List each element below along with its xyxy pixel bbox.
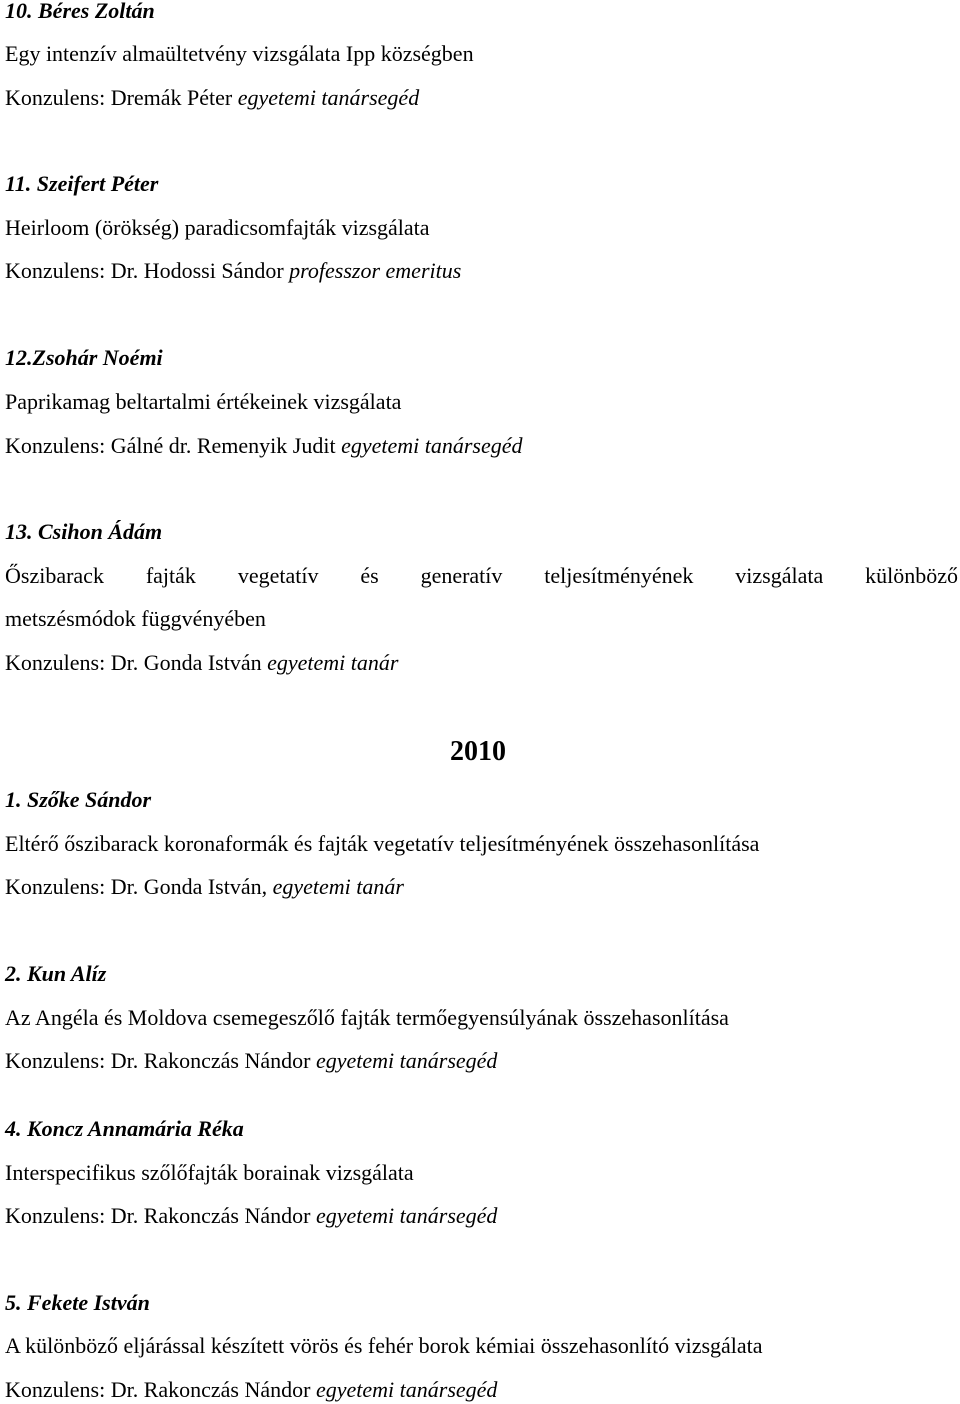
thesis-title: Egy intenzív almaültetvény vizsgálata Ipp községben — [5, 41, 474, 66]
advisor-name: Konzulens: Gálné dr. Remenyik Judit — [5, 433, 342, 458]
thesis-title: Interspecifikus szőlőfajták borainak vizsgálata — [5, 1160, 414, 1185]
advisor-line — [5, 258, 461, 284]
thesis-title: Heirloom (örökség) paradicsomfajták vizsgálata — [5, 215, 430, 240]
advisor-rank: egyetemi tanársegéd — [237, 85, 420, 110]
advisor-line — [5, 85, 419, 111]
student-name: 1. Szőke Sándor — [5, 787, 152, 812]
student-name: 2. Kun Alíz — [5, 961, 107, 986]
advisor-name: Konzulens: Dr. Hodossi Sándor — [5, 258, 290, 283]
student-name: 13. Csihon Ádám — [5, 519, 163, 544]
student-name: 4. Koncz Annamária Réka — [5, 1116, 244, 1141]
advisor-line — [5, 1203, 497, 1229]
advisor-line — [5, 1377, 497, 1403]
advisor-rank: egyetemi tanár — [272, 874, 404, 899]
student-name: 10. Béres Zoltán — [5, 0, 155, 23]
thesis-title: Az Angéla és Moldova csemegeszőlő fajták termőegyensúlyának összehasonlítása — [5, 1005, 729, 1030]
advisor-line — [5, 433, 523, 459]
advisor-line — [5, 650, 398, 676]
thesis-title-continued: metszésmódok függvényében — [5, 606, 266, 631]
advisor-rank: egyetemi tanár — [267, 650, 399, 675]
advisor-name: Konzulens: Dr. Rakonczás Nándor — [5, 1377, 316, 1402]
advisor-name: Konzulens: Dr. Gonda István, — [5, 874, 273, 899]
advisor-rank: egyetemi tanársegéd — [341, 433, 523, 458]
advisor-name: Konzulens: Dr. Gonda István — [5, 650, 268, 675]
advisor-name: Konzulens: Dr. Rakonczás Nándor — [5, 1203, 316, 1228]
student-name: 5. Fekete István — [5, 1290, 150, 1315]
advisor-name: Konzulens: Dremák Péter — [5, 85, 238, 110]
thesis-title: Eltérő őszibarack koronaformák és fajták vegetatív teljesítményének összehasonlítása — [5, 831, 760, 856]
advisor-rank: egyetemi tanársegéd — [315, 1377, 498, 1402]
advisor-line — [5, 1048, 497, 1074]
advisor-rank: egyetemi tanársegéd — [315, 1203, 498, 1228]
advisor-rank: professzor emeritus — [289, 258, 462, 283]
advisor-rank: egyetemi tanársegéd — [315, 1048, 498, 1073]
advisor-name: Konzulens: Dr. Rakonczás Nándor — [5, 1048, 316, 1073]
advisor-line — [5, 874, 404, 900]
thesis-title: A különböző eljárással készített vörös és fehér borok kémiai összehasonlító vizsgálata — [5, 1333, 763, 1358]
student-name: 12.Zsohár Noémi — [5, 345, 163, 370]
student-name: 11. Szeifert Péter — [5, 171, 159, 196]
thesis-title: Paprikamag beltartalmi értékeinek vizsgálata — [5, 389, 402, 414]
thesis-title: Őszibarack fajták vegetatív és generatív teljesítményének vizsgálata különböző — [5, 563, 958, 588]
year-heading: 2010 — [450, 736, 506, 767]
